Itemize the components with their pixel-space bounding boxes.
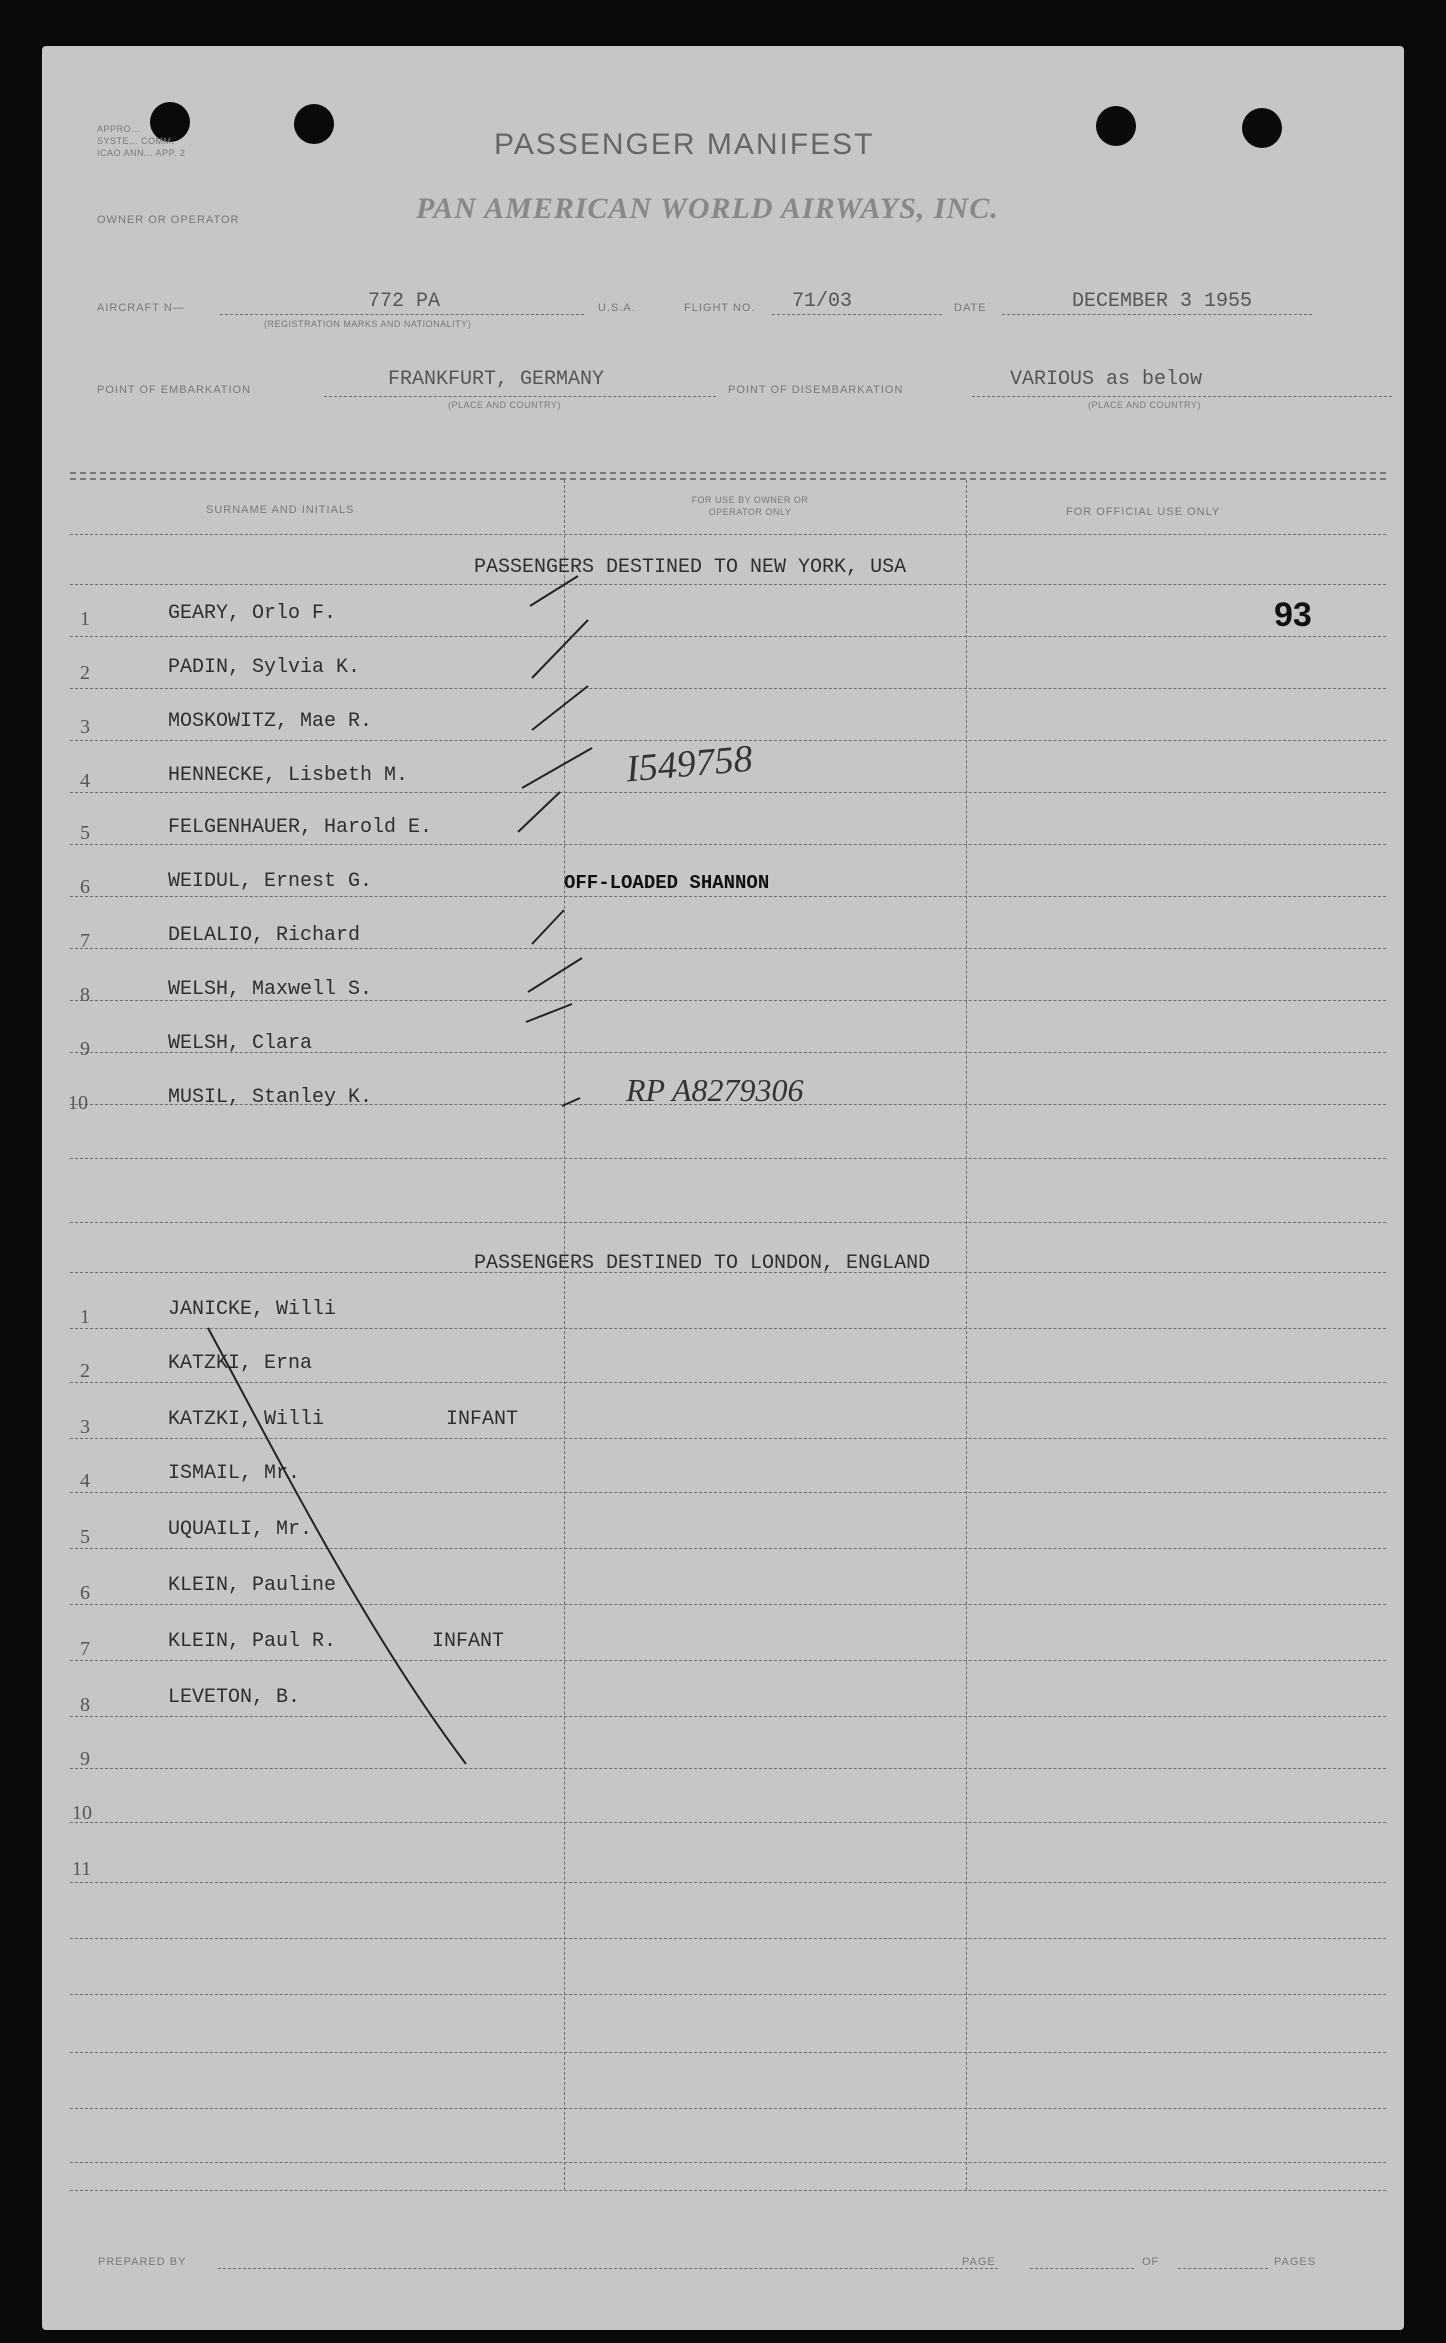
row-number: 5 — [80, 1526, 90, 1548]
row-number: 3 — [80, 716, 90, 738]
row-number: 9 — [80, 1038, 90, 1060]
date-value: DECEMBER 3 1955 — [1072, 290, 1253, 313]
row-number: 8 — [80, 984, 90, 1006]
aircraft-value: 772 PA — [368, 290, 441, 313]
passenger-name: HENNECKE, Lisbeth M. — [168, 764, 409, 787]
row-number: 6 — [80, 876, 90, 898]
passenger-name: ISMAIL, Mr. — [168, 1462, 301, 1485]
passenger-name: WELSH, Maxwell S. — [168, 978, 373, 1001]
usa-label: U.S.A. — [598, 302, 636, 314]
row-number: 10 — [68, 1092, 88, 1114]
embarkation-label: POINT OF EMBARKATION — [97, 384, 252, 396]
passenger-name: PADIN, Sylvia K. — [168, 656, 361, 679]
passenger-name: WEIDUL, Ernest G. — [168, 870, 373, 893]
manifest-sheet — [42, 46, 1404, 2330]
flight-number: 71/03 — [792, 290, 853, 313]
prepared-by-label: PREPARED BY — [98, 2256, 187, 2268]
row-number: 8 — [80, 1694, 90, 1716]
airline-name: PAN AMERICAN WORLD AIRWAYS, INC. — [416, 192, 999, 225]
row-number: 11 — [72, 1858, 92, 1880]
passenger-note: INFANT — [432, 1630, 505, 1653]
passenger-name: LEVETON, B. — [168, 1686, 301, 1709]
passenger-name: KLEIN, Paul R. — [168, 1630, 337, 1653]
place-note: (PLACE AND COUNTRY) — [448, 400, 561, 410]
flight-label: FLIGHT NO. — [684, 302, 756, 314]
punch-hole — [1096, 106, 1136, 146]
passenger-name: WELSH, Clara — [168, 1032, 313, 1055]
row-number: 4 — [80, 770, 90, 792]
row-number: 7 — [80, 930, 90, 952]
passenger-name: GEARY, Orlo F. — [168, 602, 337, 625]
row-number: 1 — [80, 608, 90, 630]
of-label: OF — [1142, 2256, 1160, 2268]
passenger-name: KATZKI, Erna — [168, 1352, 313, 1375]
passenger-name: JANICKE, Willi — [168, 1298, 337, 1321]
offloaded-stamp: OFF-LOADED SHANNON — [564, 872, 770, 894]
column-header-owner-use: FOR USE BY OWNER OR OPERATOR ONLY — [691, 495, 809, 517]
page-label: PAGE — [962, 2256, 996, 2268]
embarkation-value: FRANKFURT, GERMANY — [388, 368, 605, 391]
aircraft-label: AIRCRAFT N— — [97, 302, 185, 314]
place-note: (PLACE AND COUNTRY) — [1088, 400, 1201, 410]
row-number: 10 — [72, 1802, 92, 1824]
passenger-note: INFANT — [446, 1408, 519, 1431]
passenger-name: FELGENHAUER, Harold E. — [168, 816, 433, 839]
date-label: DATE — [954, 302, 987, 314]
row-number: 3 — [80, 1416, 90, 1438]
column-header-surname: SURNAME AND INITIALS — [206, 504, 355, 516]
punch-hole — [1242, 108, 1282, 148]
pages-label: PAGES — [1274, 2256, 1317, 2268]
passenger-name: KATZKI, Willi — [168, 1408, 325, 1431]
approval-line: ICAO ANN... APP. 2 — [97, 148, 186, 158]
handwritten-number-row10: RP A8279306 — [626, 1072, 804, 1108]
row-number: 4 — [80, 1470, 90, 1492]
section-heading-london: PASSENGERS DESTINED TO LONDON, ENGLAND — [474, 1252, 931, 1275]
column-header-official: FOR OFFICIAL USE ONLY — [1066, 506, 1221, 518]
owner-label: OWNER OR OPERATOR — [97, 214, 240, 226]
passenger-name: MUSIL, Stanley K. — [168, 1086, 373, 1109]
section-heading-new-york: PASSENGERS DESTINED TO NEW YORK, USA — [474, 556, 907, 579]
approval-line: SYSTE... COMM. — [97, 136, 175, 146]
row-number: 9 — [80, 1748, 90, 1770]
row-number: 2 — [80, 1360, 90, 1382]
row-number: 7 — [80, 1638, 90, 1660]
disembarkation-value: VARIOUS as below — [1010, 368, 1203, 391]
passenger-name: DELALIO, Richard — [168, 924, 361, 947]
disembarkation-label: POINT OF DISEMBARKATION — [728, 384, 904, 396]
approval-line: APPRO... — [97, 124, 141, 134]
row-number: 2 — [80, 662, 90, 684]
row-number: 5 — [80, 822, 90, 844]
row-number: 1 — [80, 1306, 90, 1328]
page-title: PASSENGER MANIFEST — [494, 128, 875, 161]
passenger-name: MOSKOWITZ, Mae R. — [168, 710, 373, 733]
official-mark: 93 — [1274, 596, 1312, 634]
punch-hole — [294, 104, 334, 144]
registration-note: (REGISTRATION MARKS AND NATIONALITY) — [264, 319, 472, 329]
row-number: 6 — [80, 1582, 90, 1604]
passenger-name: UQUAILI, Mr. — [168, 1518, 313, 1541]
passenger-name: KLEIN, Pauline — [168, 1574, 337, 1597]
handwritten-number-row4: I549758 — [624, 737, 755, 791]
